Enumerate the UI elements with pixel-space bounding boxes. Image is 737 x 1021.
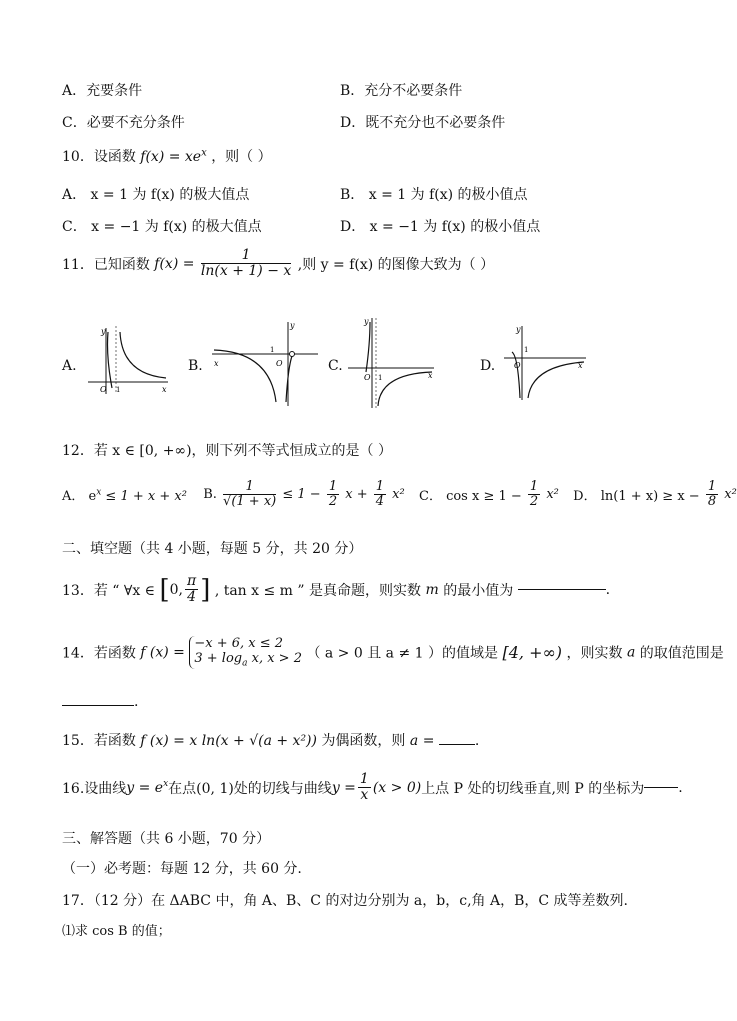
q9-option-c: C．必要不充分条件 bbox=[62, 115, 185, 131]
q12-c-fn: 1 bbox=[529, 479, 539, 494]
q12-b-f2d: 4 bbox=[375, 494, 385, 510]
q11-graph-d bbox=[502, 322, 588, 402]
q13-pi-frac bbox=[185, 574, 198, 606]
q12-c-tail: x² bbox=[546, 487, 559, 503]
q12-b-f2n: 1 bbox=[375, 479, 385, 494]
q16-end: . bbox=[678, 779, 683, 796]
q9-option-b: B．充分不必要条件 bbox=[340, 83, 463, 99]
q14-end: . bbox=[134, 694, 139, 710]
q10-stem bbox=[62, 146, 272, 166]
q14-case-2-text: 3 + log bbox=[194, 651, 243, 666]
q14-cases bbox=[189, 636, 302, 669]
q13-end: . bbox=[605, 581, 611, 598]
graph-a-one: 1 bbox=[116, 386, 121, 394]
graph-a-x-label: x bbox=[162, 385, 167, 394]
q12-c-frac bbox=[528, 480, 540, 510]
graph-d-x-label: x bbox=[578, 361, 583, 370]
q10-option-b: B． x = 1 为 f(x) 的极小值点 bbox=[340, 187, 528, 203]
q13-tail: 的最小值为 bbox=[443, 582, 514, 599]
q16-curve: y = e bbox=[126, 779, 164, 796]
graph-b-y-label: y bbox=[290, 321, 295, 330]
q16-fd: x bbox=[360, 787, 369, 804]
q11-label-d: D. bbox=[480, 358, 496, 374]
q12-option-d-text: D． ln(1 + x) ≥ x − bbox=[573, 489, 700, 505]
q17-stem: 17．（12 分）在 ΔABC 中，角 A、B、C 的对边分别为 a，b，c,角 A，B，C 成等差数列. bbox=[62, 893, 628, 909]
q14-case-1: −x + 6, x ≤ 2 bbox=[194, 636, 284, 651]
section-2-heading: 二、填空题（共 4 小题，每题 5 分，共 20 分） bbox=[62, 541, 363, 557]
q10-option-a: A． x = 1 为 f(x) 的极大值点 bbox=[62, 187, 250, 203]
graph-a-origin: O bbox=[100, 385, 107, 394]
graph-c-x-label: x bbox=[428, 371, 433, 380]
q14-case-2 bbox=[194, 651, 302, 669]
graph-c-one: 1 bbox=[378, 374, 383, 382]
q12-c-fd: 2 bbox=[529, 494, 539, 510]
q16-answer-blank[interactable] bbox=[644, 787, 678, 788]
q12-b-frac1 bbox=[327, 480, 339, 510]
q14-range: [4, +∞) bbox=[502, 642, 563, 662]
q11-fraction bbox=[201, 248, 291, 280]
q12-option-a-exp: x bbox=[96, 487, 102, 498]
q15-stem: 15．若函数 bbox=[62, 733, 136, 749]
q12-options bbox=[62, 480, 737, 510]
q12-d-fd: 8 bbox=[707, 494, 717, 510]
q13-mid: , tan x ≤ m ” 是真命题，则实数 bbox=[214, 582, 422, 599]
graph-c-y-label: y bbox=[364, 317, 369, 326]
q14-tail: ，则实数 bbox=[566, 645, 623, 662]
q17-part-1: ⑴求 cos B 的值； bbox=[62, 924, 171, 939]
q13-answer-blank[interactable] bbox=[518, 589, 606, 590]
q12-option-b bbox=[203, 479, 409, 510]
q14-answer-blank[interactable] bbox=[62, 705, 134, 706]
q12-stem: 12．若 x ∈ [0, +∞)，则下列不等式恒成立的是（ ） bbox=[62, 443, 392, 459]
q14-var: a bbox=[626, 644, 636, 661]
q11-label-b: B. bbox=[188, 358, 203, 374]
q10-exponent: x bbox=[201, 147, 207, 159]
q13-pi: π bbox=[187, 573, 197, 589]
q12-option-b-label: B. bbox=[203, 487, 217, 503]
q12-d-fn: 1 bbox=[707, 479, 717, 494]
q12-option-b-frac bbox=[223, 480, 276, 510]
q12-b-mid2: x + bbox=[345, 487, 368, 503]
q11-label-c: C. bbox=[328, 358, 343, 374]
q11-denominator: ln(x + 1) − x bbox=[200, 263, 292, 280]
graph-d-y-label: y bbox=[516, 325, 521, 334]
q10-function: f(x) = xe bbox=[140, 149, 202, 165]
q12-option-d bbox=[573, 479, 737, 510]
q12-option-c-text: C． cos x ≥ 1 − bbox=[419, 489, 522, 505]
q14-condition: （ a > 0 且 a ≠ 1 ）的值域是 bbox=[306, 645, 499, 662]
q12-b-den: √(1 + x) bbox=[223, 494, 277, 510]
q14-case-2-tail: x, x > 2 bbox=[247, 651, 302, 666]
q16-fn: 1 bbox=[359, 771, 369, 787]
q12-b-mid: ≤ 1 − bbox=[282, 487, 321, 503]
q11-graph-c bbox=[346, 314, 436, 410]
q9-option-a: A．充要条件 bbox=[62, 83, 143, 99]
q16-frac bbox=[358, 772, 371, 804]
q10-option-c: C． x = −1 为 f(x) 的极大值点 bbox=[62, 219, 262, 235]
q12-option-a-tail: ≤ 1 + x + x² bbox=[101, 489, 187, 505]
q12-option-a-text: A． e bbox=[62, 489, 97, 505]
q16-cond: (x > 0) bbox=[372, 779, 422, 796]
q12-d-tail: x² bbox=[724, 487, 737, 503]
q12-b-num: 1 bbox=[223, 480, 276, 495]
q10-option-d: D． x = −1 为 f(x) 的极小值点 bbox=[340, 219, 541, 235]
graph-b-one: 1 bbox=[270, 346, 275, 354]
q9-option-d: D．既不充分也不必要条件 bbox=[340, 115, 506, 131]
q14-lhs: f (x) = bbox=[140, 644, 185, 661]
q16-curve2: y = bbox=[331, 779, 356, 796]
q12-option-a bbox=[62, 489, 191, 504]
subsection-required: （一）必考题：每题 12 分，共 60 分. bbox=[62, 861, 302, 877]
q13-stem: 13．若 “ ∀x ∈ bbox=[62, 582, 156, 599]
q16-tail: 上点 P 处的切线垂直,则 P 的坐标为 bbox=[421, 780, 645, 797]
q12-b-f1d: 2 bbox=[328, 494, 338, 510]
q14 bbox=[62, 636, 724, 669]
q16-curve-exp: x bbox=[163, 779, 169, 790]
section-3-heading: 三、解答题（共 6 小题，70 分） bbox=[62, 831, 271, 847]
q10-label: 10．设函数 bbox=[62, 149, 136, 165]
q11-numerator: 1 bbox=[201, 248, 291, 264]
graph-b-origin: O bbox=[276, 359, 283, 368]
q15 bbox=[62, 730, 479, 750]
q16-stem: 16.设曲线 bbox=[62, 780, 127, 797]
q11-graph-b bbox=[210, 318, 320, 408]
q11-lhs: f(x) = bbox=[154, 255, 195, 272]
q12-b-tail: x² bbox=[392, 487, 405, 503]
q11-tail: ,则 y = f(x) 的图像大致为（ ） bbox=[297, 256, 495, 273]
q11-stem bbox=[62, 248, 494, 280]
q15-function: f (x) = x ln(x + √(a + x²)) bbox=[140, 733, 317, 749]
q11-graph-a bbox=[88, 326, 170, 396]
q13-four: 4 bbox=[187, 589, 197, 606]
q13-interval-lo: 0, bbox=[169, 581, 183, 598]
graph-d-origin: O bbox=[514, 361, 521, 370]
graph-a-y-label: y bbox=[101, 327, 106, 336]
q10-tail: ，则（ ） bbox=[211, 149, 272, 165]
q15-tail: 为偶函数，则 bbox=[321, 733, 406, 749]
q11-label: 11．已知函数 bbox=[62, 256, 150, 273]
graph-b-x-label: x bbox=[214, 359, 219, 368]
q15-answer-blank[interactable] bbox=[439, 744, 475, 745]
q15-end: . bbox=[474, 733, 480, 749]
graph-d-one: 1 bbox=[524, 346, 529, 354]
q15-var: a = bbox=[409, 733, 435, 749]
q12-b-frac2 bbox=[374, 480, 386, 510]
q12-option-c bbox=[419, 479, 563, 510]
q14-answer-line bbox=[62, 694, 138, 710]
q16-mid: 在点(0, 1)处的切线与曲线 bbox=[168, 780, 332, 797]
q12-b-f1n: 1 bbox=[328, 479, 338, 494]
q14-tail2: 的取值范围是 bbox=[639, 645, 724, 662]
q14-stem: 14．若函数 bbox=[62, 645, 136, 662]
q16 bbox=[62, 772, 683, 804]
q11-label-a: A. bbox=[62, 358, 77, 374]
q13-var: m bbox=[425, 581, 439, 598]
q12-d-frac bbox=[706, 480, 718, 510]
graph-c-origin: O bbox=[364, 373, 371, 382]
q13: 13．若 “ ∀x ∈ [0, $\frac{\pi}{4}$ ] , tan x ≤ m ” 是真命题，则实数 m 的最小值为 . bbox=[62, 573, 611, 606]
q14-log-base: a bbox=[242, 658, 248, 669]
